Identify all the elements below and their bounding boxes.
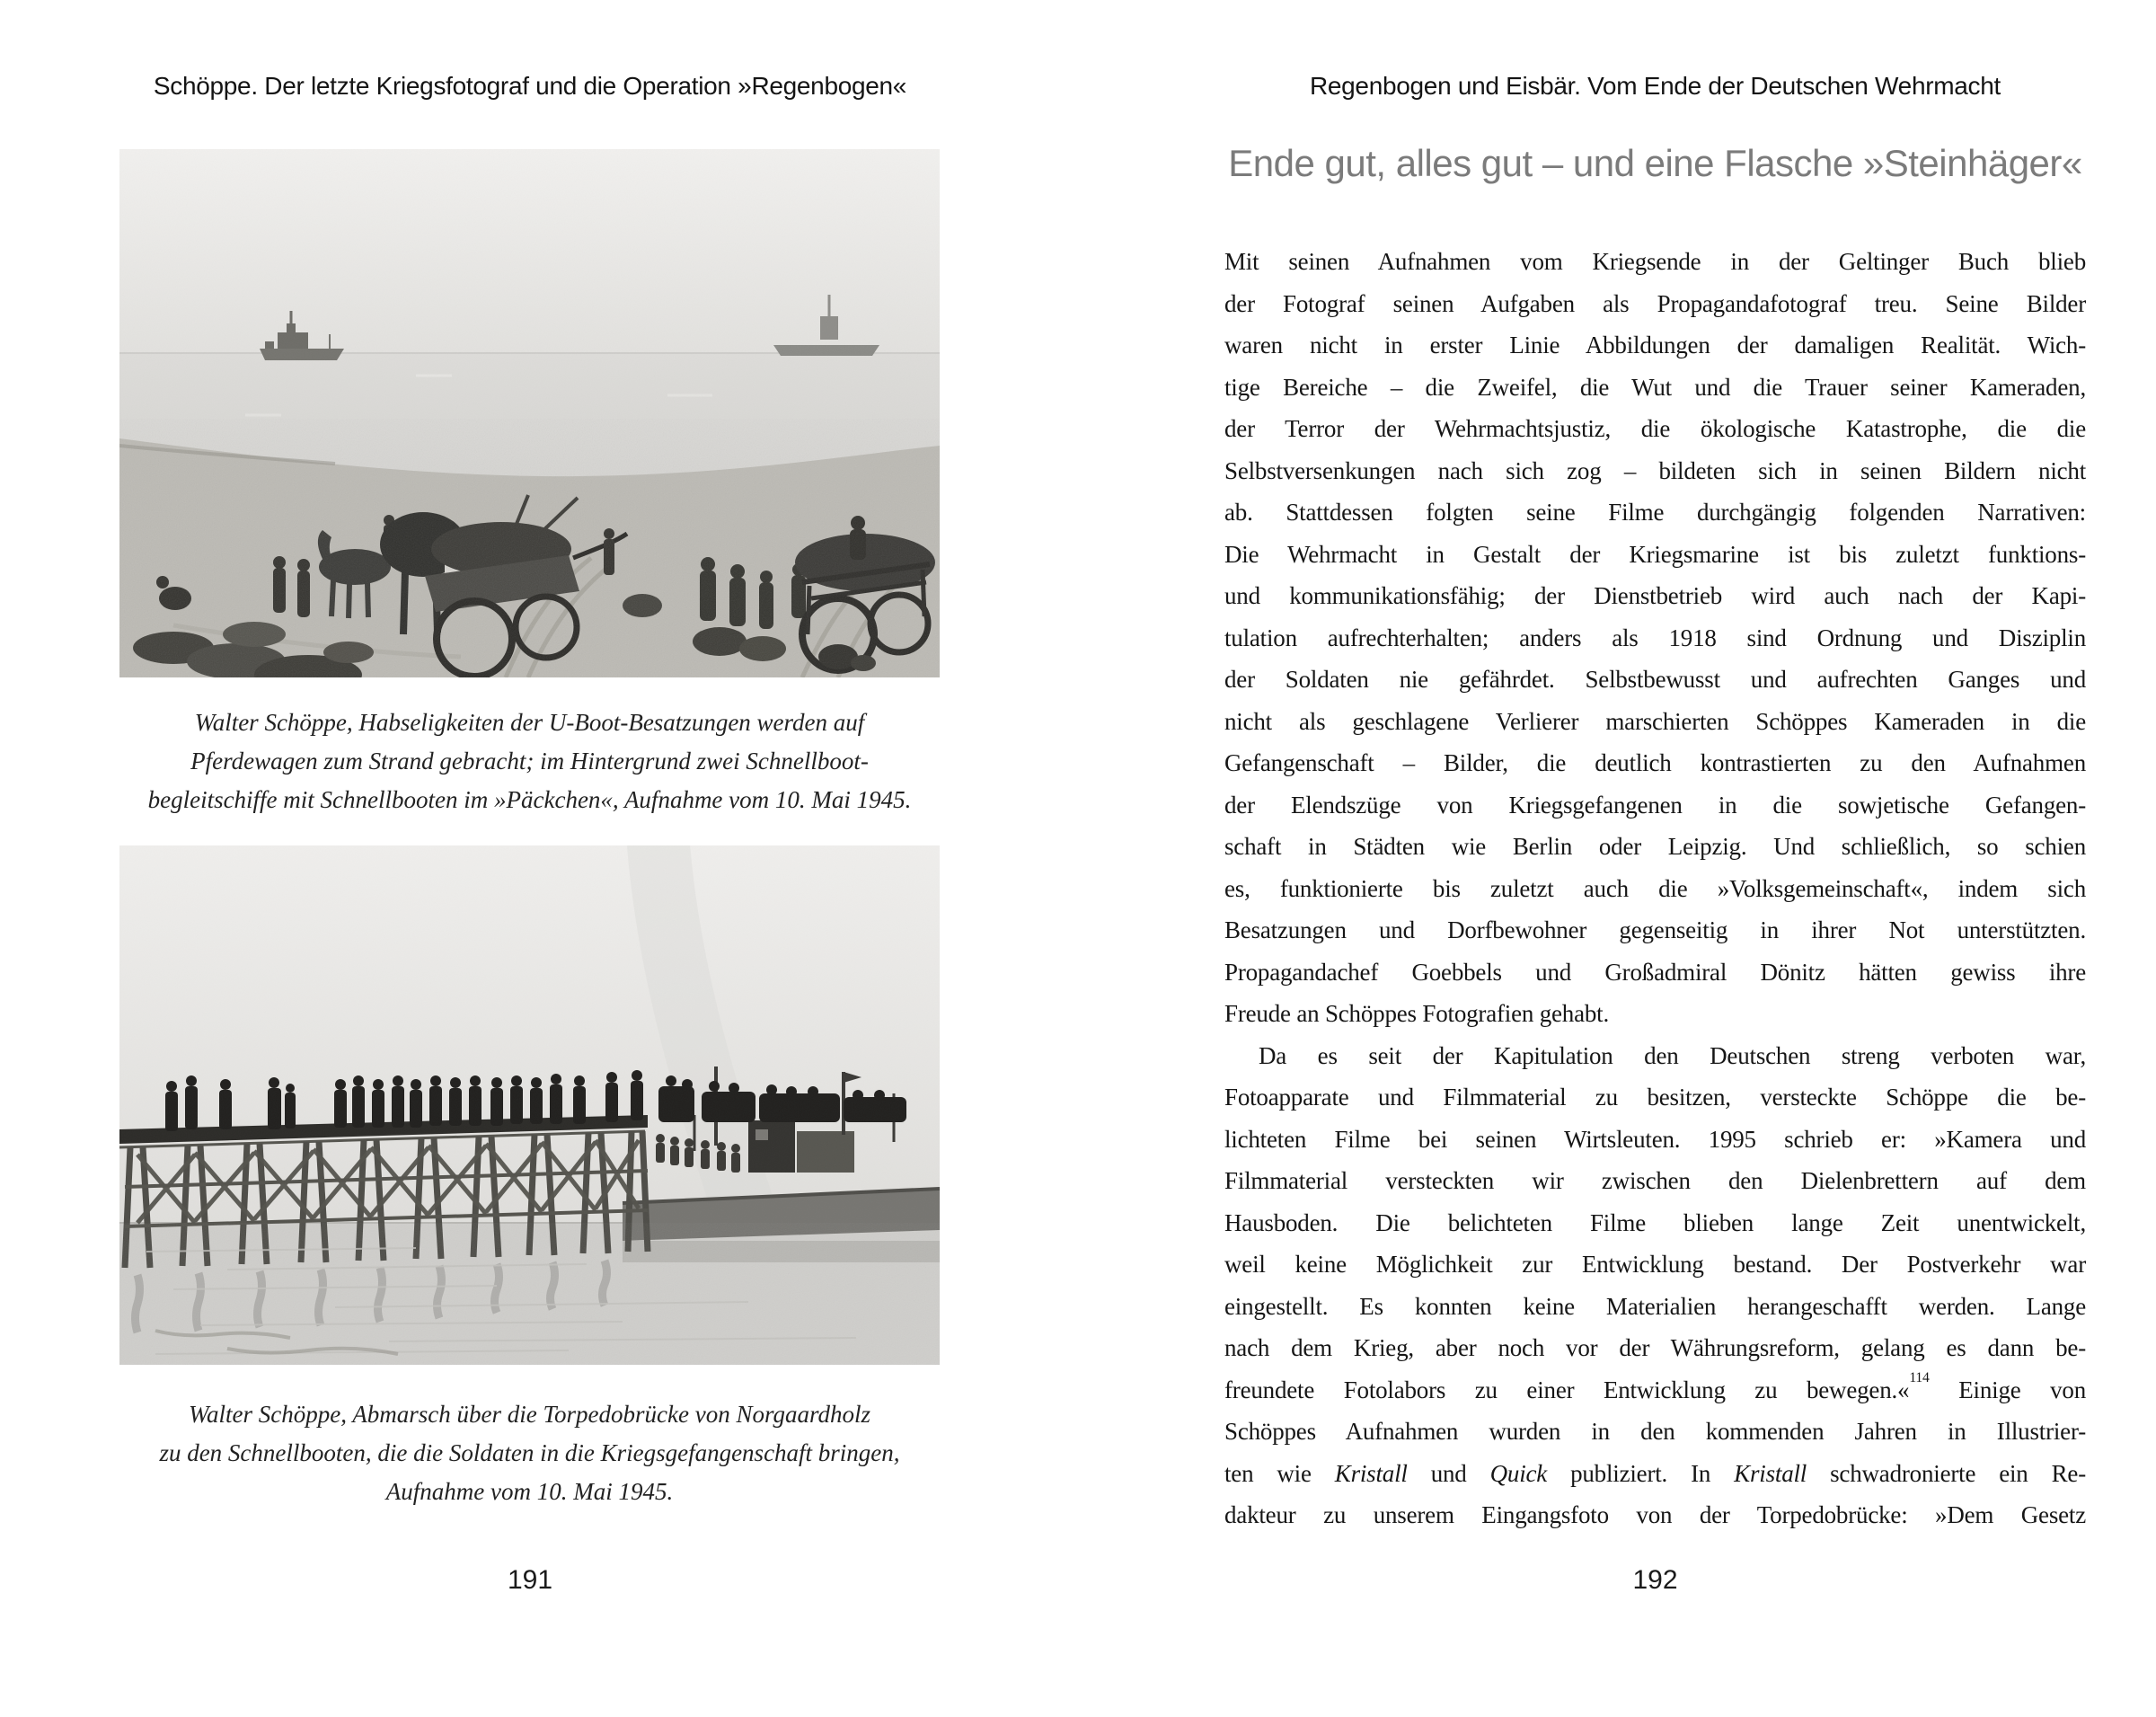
photo-bridge-scene xyxy=(119,845,940,1365)
text-line: Selbstversenkungen nach sich zog – bildeten sich in seinen Bildern nicht xyxy=(1224,456,2086,484)
text-line: Fotoapparate und Filmmaterial zu besitzen, versteckte Schöppe die be- xyxy=(1224,1084,2086,1111)
text-line: Walter Schöppe, Abmarsch über die Torpedobrücke von Norgaardholz xyxy=(189,1401,870,1428)
text-line: Freude an Schöppes Fotografien gehabt. xyxy=(1224,1000,1610,1027)
page-number-left: 191 xyxy=(507,1565,553,1595)
text-line: Gefangenschaft – Bilder, die deutlich kontrastierten zu den Aufnahmen xyxy=(1224,749,2086,776)
text-line: Propagandachef Goebbels und Großadmiral Dönitz hätten gewiss ihre xyxy=(1224,958,2086,986)
text-line: es, funktionierte bis zuletzt auch die »Volksgemeinschaft«, indem sich xyxy=(1224,874,2086,902)
text-line: zu den Schnellbooten, die die Soldaten in die Kriegsgefangenschaft bringen, xyxy=(159,1439,900,1466)
text-line: nach dem Krieg, aber noch vor der Währungsreform, gelang es dann be- xyxy=(1224,1334,2086,1361)
text-line: dakteur zu unserem Eingangsfoto von der Torpedobrücke: »Dem Gesetz xyxy=(1224,1501,2086,1528)
text-line: tige Bereiche – die Zweifel, die Wut und die Trauer seiner Kameraden, xyxy=(1224,373,2086,401)
text-line: schaft in Städten wie Berlin oder Leipzig. Und schließlich, so schien xyxy=(1224,833,2086,860)
text-line: Walter Schöppe, Habseligkeiten der U-Boot-Besatzungen werden auf xyxy=(194,709,865,736)
text-line: Da es seit der Kapitulation den Deutschen streng verboten war, xyxy=(1259,1041,2086,1069)
running-head-left: Schöppe. Der letzte Kriegsfotograf und die Operation »Regenbogen« xyxy=(153,72,907,100)
photo1-caption xyxy=(93,704,967,819)
page-number-right: 192 xyxy=(1632,1565,1678,1595)
text-line: eingestellt. Es konnten keine Materialien herangeschafft werden. Lange xyxy=(1224,1292,2086,1320)
photo2-caption xyxy=(93,1395,967,1511)
body-text xyxy=(1224,241,2086,1536)
text-line: Besatzungen und Dorfbewohner gegenseitig in ihrer Not unterstützten. xyxy=(1224,916,2086,943)
text-line: freundete Fotolabors zu einer Entwicklung zu bewegen.«$^{114}$ Einige von xyxy=(1224,1369,2087,1403)
running-head-right: Regenbogen und Eisbär. Vom Ende der Deutschen Wehrmacht xyxy=(1309,72,2001,100)
text-line: lichteten Filme bei seinen Wirtsleuten. 1995 schrieb er: »Kamera und xyxy=(1224,1125,2086,1153)
text-line: Filmmaterial versteckten wir zwischen den Dielenbrettern auf dem xyxy=(1224,1167,2086,1194)
text-line: Pferdewagen zum Strand gebracht; im Hintergrund zwei Schnellboot- xyxy=(190,748,869,774)
text-line: Aufnahme vom 10. Mai 1945. xyxy=(385,1478,674,1505)
photo-beach-scene xyxy=(119,149,940,677)
text-line: und kommunikationsfähig; der Dienstbetrieb wird auch nach der Kapi- xyxy=(1224,582,2086,609)
text-line: weil keine Möglichkeit zur Entwicklung bestand. Der Postverkehr war xyxy=(1224,1251,2086,1278)
text-line: Die Wehrmacht in Gestalt der Kriegsmarine ist bis zuletzt funktions- xyxy=(1224,540,2086,568)
text-line: Mit seinen Aufnahmen vom Kriegsende in der Geltinger Buch blieb xyxy=(1224,248,2086,275)
text-line: der Soldaten nie gefährdet. Selbstbewusst und aufrechten Ganges und xyxy=(1224,666,2086,693)
text-line: ab. Stattdessen folgten seine Filme durchgängig folgenden Narrativen: xyxy=(1224,499,2086,526)
text-line: ten wie Kristall und Quick publiziert. In Kristall schwadronierte ein Re- xyxy=(1224,1459,2086,1487)
text-line: der Elendszüge von Kriegsgefangenen in die sowjetische Gefangen- xyxy=(1224,791,2086,819)
text-line: tulation aufrechterhalten; anders als 1918 sind Ordnung und Disziplin xyxy=(1224,624,2086,651)
text-line: begleitschiffe mit Schnellbooten im »Päckchen«, Aufnahme vom 10. Mai 1945. xyxy=(147,786,912,813)
text-line: waren nicht in erster Linie Abbildungen der damaligen Realität. Wich- xyxy=(1224,332,2086,358)
text-line: Hausboden. Die belichteten Filme blieben lange Zeit unentwickelt, xyxy=(1224,1208,2086,1236)
chapter-title: Ende gut, alles gut – und eine Flasche »Steinhäger« xyxy=(1228,142,2082,184)
text-line: Schöppes Aufnahmen wurden in den kommenden Jahren in Illustrier- xyxy=(1224,1418,2086,1445)
text-line: nicht als geschlagene Verlierer marschierten Schöppes Kameraden in die xyxy=(1224,707,2086,735)
beach-scene-illustration xyxy=(119,149,940,677)
text-line: der Terror der Wehrmachtsjustiz, die ökologische Katastrophe, die die xyxy=(1224,415,2086,442)
bridge-scene-illustration xyxy=(119,845,940,1365)
text-line: der Fotograf seinen Aufgaben als Propagandafotograf treu. Seine Bilder xyxy=(1224,289,2086,317)
